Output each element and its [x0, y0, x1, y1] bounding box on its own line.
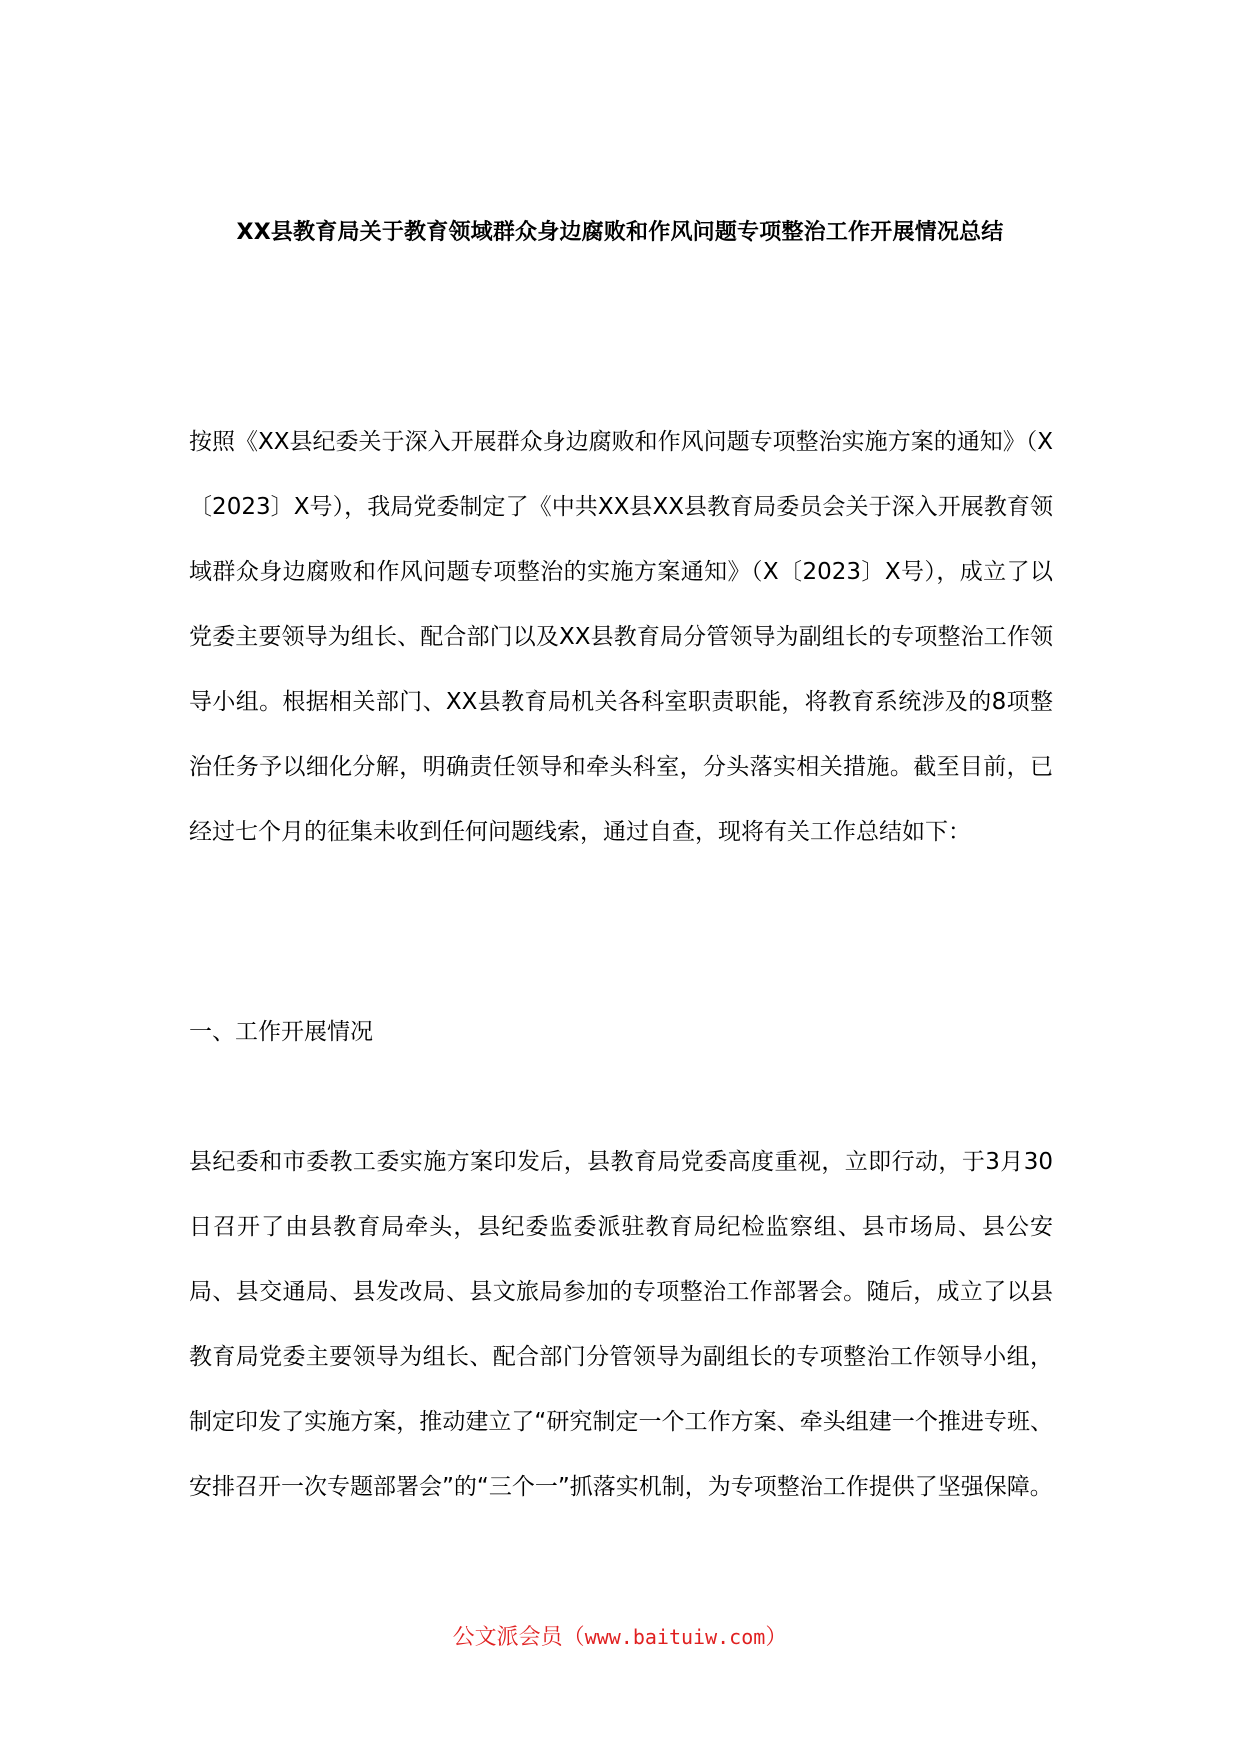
footer-close-paren: ） — [765, 1625, 788, 1650]
footer-watermark — [0, 1617, 1240, 1658]
document-title: XX县教育局关于教育领域群众身边腐败和作风问题专项整治工作开展情况总结 — [236, 220, 1004, 245]
footer-open-paren: （ — [562, 1625, 585, 1650]
intro-paragraph: 按照《XX县纪委关于深入开展群众身边腐败和作风问题专项整治实施方案的通知》（X〔2023〕X号），我局党委制定了《中共XX县XX县教育局委员会关于深入开展教育领域群众身边腐败和作风问题专项整治的实施方案通知》（X〔2023〕X号），成立了以党委主要领导为组长、配合部门以及XX县教育局分管领导为副组长的专项整治工作领导小组。根据相关部门、XX县教育局机关各科室职责职能，将教育系统涉及的8项整治任务予以细化分解，明确责任领导和牵头科室，分头落实相关措施。截至目前，已经过七个月的征集未收到任何问题线索，通过自查，现将有关工作总结如下： — [189, 429, 1053, 845]
body-paragraph: 县纪委和市委教工委实施方案印发后，县教育局党委高度重视，立即行动，于3月30日召开了由县教育局牵头，县纪委监委派驻教育局纪检监察组、县市场局、县公安局、县交通局、县发改局、县文旅局参加的专项整治工作部署会。随后，成立了以县教育局党委主要领导为组长、配合部门分管领导为副组长的专项整治工作领导小组，制定印发了实施方案，推动建立了“研究制定一个工作方案、牵头组建一个推进专班、安排召开一次专题部署会”的“三个一”抓落实机制，为专项整治工作提供了坚强保障。 — [189, 1149, 1053, 1500]
section-heading: 一、工作开展情况 — [189, 1019, 373, 1045]
footer-url-link[interactable]: www.baituiw.com — [584, 1625, 766, 1649]
footer-label: 公文派会员 — [452, 1625, 563, 1650]
